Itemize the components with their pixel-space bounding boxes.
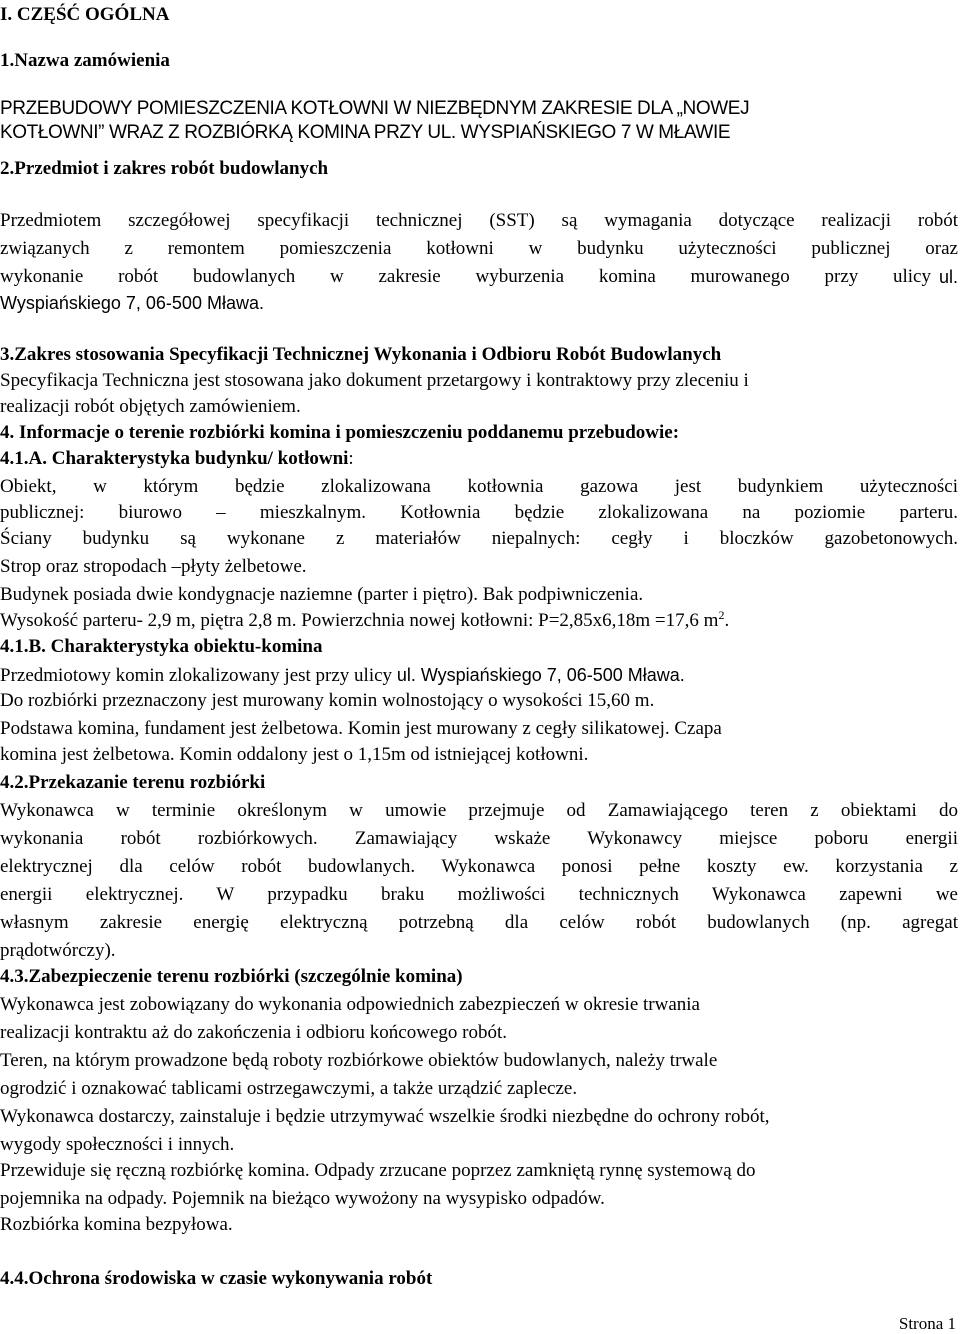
area-unit-exponent: 2 <box>718 608 725 622</box>
section-4-1a-area-text: Wysokość parteru- 2,9 m, piętra 2,8 m. Powierzchnia nowej kotłowni: P=2,85x6,18m =17,6 m <box>0 610 719 631</box>
section-4-3-text-line: Wykonawca dostarczy, zainstaluje i będzie utrzymywać wszelkie środki niezbędne do ochrony robót, <box>0 1106 770 1127</box>
section-4-1b-text-fragment: Przedmiotowy komin zlokalizowany jest przy ulicy <box>0 665 393 686</box>
section-4-1b-text-line: Podstawa komina, fundament jest żelbetowa. Komin jest murowany z cegły silikatowej. Czapa <box>0 718 722 739</box>
section-4-2-text-line: prądotwórczy). <box>0 940 116 961</box>
section-4-1b-text-line <box>0 664 958 687</box>
section-4-3-text-line: Rozbiórka komina bezpyłowa. <box>0 1214 233 1235</box>
section-4-3-text-line: realizacji kontraktu aż do zakończenia i odbioru końcowego robót. <box>0 1022 507 1043</box>
section-2-text-line: związanych z remontem pomieszczenia kotłowni w budynku użyteczności publicznej oraz <box>0 238 958 259</box>
order-name-line-1: PRZEBUDOWY POMIESZCZENIA KOTŁOWNI W NIEZBĘDNYM ZAKRESIE DLA „NOWEJ <box>0 98 750 119</box>
section-2-text-line <box>0 266 958 288</box>
section-4-3-text-line: Przewiduje się ręczną rozbiórkę komina. Odpady zrzucane poprzez zamkniętą rynnę systemową do <box>0 1160 756 1181</box>
part-title: I. CZĘŚĆ OGÓLNA <box>0 4 170 25</box>
section-4-2-heading: 4.2.Przekazanie terenu rozbiórki <box>0 772 266 793</box>
section-4-3-text-line: wygody społeczności i innych. <box>0 1134 235 1155</box>
section-4-1b-heading: 4.1.B. Charakterystyka obiektu-komina <box>0 636 323 657</box>
section-4-1a-text-line: Budynek posiada dwie kondygnacje naziemne (parter i piętro). Bak podpiwniczenia. <box>0 584 644 605</box>
section-4-3-text-line: Teren, na którym prowadzone będą roboty rozbiórkowe obiektów budowlanych, należy trwale <box>0 1050 718 1071</box>
section-4-1a-heading: 4.1.A. Charakterystyka budynku/ kotłowni <box>0 448 349 469</box>
section-4-2-text-line: energii elektrycznej. W przypadku braku możliwości technicznych Wykonawca zapewni we <box>0 884 958 905</box>
section-4-1b-text-line: Do rozbiórki przeznaczony jest murowany komin wolnostojący o wysokości 15,60 m. <box>0 690 655 711</box>
section-4-4-heading: 4.4.Ochrona środowiska w czasie wykonywania robót <box>0 1268 433 1289</box>
section-2-text-fragment: wykonanie robót budowlanych w zakresie wyburzenia komina murowanego przy ulicy <box>0 266 931 287</box>
section-4-2-text-line: własnym zakresie energię elektryczną potrzebną dla celów robót budowlanych (np. agregat <box>0 912 958 933</box>
section-4-3-text-line: Wykonawca jest zobowiązany do wykonania odpowiednich zabezpieczeń w okresie trwania <box>0 994 700 1015</box>
section-4-1a-text-line: Obiekt, w którym będzie zlokalizowana kotłownia gazowa jest budynkiem użyteczności <box>0 476 958 497</box>
section-4-1a-area-line <box>0 610 958 632</box>
section-2-text-line: Przedmiotem szczegółowej specyfikacji technicznej (SST) są wymagania dotyczące realizacji robót <box>0 210 958 231</box>
section-4-1a-text-line: Strop oraz stropodach –płyty żelbetowe. <box>0 556 307 577</box>
section-4-1a-heading-line <box>0 448 958 470</box>
section-2-address: Wyspiańskiego 7, 06-500 Mława. <box>0 293 264 313</box>
page-number: Strona 1 <box>898 1314 956 1333</box>
section-4-1a-text-line: publicznej: biurowo – mieszkalnym. Kotłownia będzie zlokalizowana na poziomie parteru. <box>0 502 958 523</box>
section-4-1a-colon: : <box>348 448 354 469</box>
section-4-1a-area-end: . <box>724 610 730 631</box>
section-3-text-line: Specyfikacja Techniczna jest stosowana jako dokument przetargowy i kontraktowy przy zleceniu i <box>0 370 749 391</box>
section-4-1b-address: ul. Wyspiańskiego 7, 06-500 Mława. <box>396 665 685 685</box>
section-4-1b-text-line: komina jest żelbetowa. Komin oddalony jest o 1,15m od istniejącej kotłowni. <box>0 744 589 765</box>
section-2-heading: 2.Przedmiot i zakres robót budowlanych <box>0 158 329 179</box>
section-4-1a-text-line: Ściany budynku są wykonane z materiałów niepalnych: cegły i bloczków gazobetonowych. <box>0 528 958 549</box>
section-2-ul-abbr: ul. <box>938 267 958 287</box>
section-4-3-heading: 4.3.Zabezpieczenie terenu rozbiórki (szczególnie komina) <box>0 966 463 987</box>
section-4-2-text-line: wykonania robót rozbiórkowych. Zamawiający wskaże Wykonawcy miejsce poboru energii <box>0 828 958 849</box>
section-3-text-line: realizacji robót objętych zamówieniem. <box>0 396 301 417</box>
section-4-3-text-line: ogrodzić i oznakować tablicami ostrzegawczymi, a także urządzić zaplecze. <box>0 1078 578 1099</box>
section-4-heading: 4. Informacje o terenie rozbiórki komina i pomieszczeniu poddanemu przebudowie: <box>0 422 680 443</box>
order-name-line-2: KOTŁOWNI” WRAZ Z ROZBIÓRKĄ KOMINA PRZY UL. WYSPIAŃSKIEGO 7 W MŁAWIE <box>0 122 731 143</box>
section-4-2-text-line: Wykonawca w terminie określonym w umowie przejmuje od Zamawiającego teren z obiektami do <box>0 800 958 821</box>
section-4-3-text-line: pojemnika na odpady. Pojemnik na bieżąco wywożony na wysypisko odpadów. <box>0 1188 605 1209</box>
section-3-heading: 3.Zakres stosowania Specyfikacji Technicznej Wykonania i Odbioru Robót Budowlanych <box>0 344 722 365</box>
section-4-2-text-line: elektrycznej dla celów robót budowlanych. Wykonawca ponosi pełne koszty ew. korzystania z <box>0 856 958 877</box>
section-1-heading: 1.Nazwa zamówienia <box>0 50 170 71</box>
